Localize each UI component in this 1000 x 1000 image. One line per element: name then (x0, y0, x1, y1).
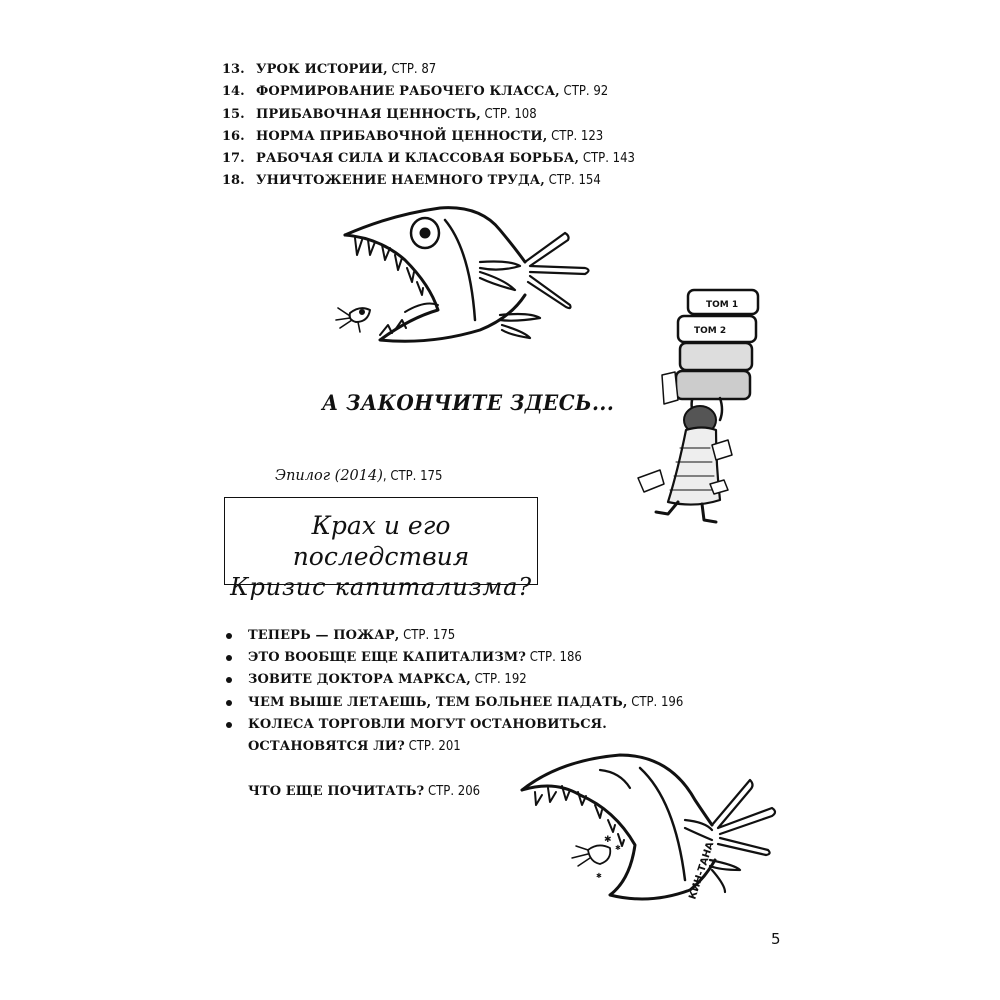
toc-item[interactable]: 13. УРОК ИСТОРИИ, СТР. 87 (222, 62, 437, 77)
toc-item[interactable]: 17. РАБОЧАЯ СИЛА И КЛАССОВАЯ БОРЬБА, СТР. 143 (222, 151, 635, 167)
bullet-icon (226, 700, 232, 706)
svg-text:✱: ✱ (604, 835, 612, 845)
book-label: ТОМ 1 (706, 300, 739, 310)
bullet-icon (226, 633, 232, 639)
page-number: 5 (771, 930, 781, 948)
toc-item[interactable]: 16. НОРМА ПРИБАВОЧНОЙ ЦЕННОСТИ, СТР. 123 (222, 128, 604, 144)
bullet-icon (226, 722, 232, 728)
man-carrying-books-illustration (620, 280, 780, 530)
table-of-contents (222, 58, 635, 192)
bullet-icon (226, 677, 232, 683)
epilog-title-box (224, 497, 538, 601)
book-label: ТОМ 2 (694, 326, 727, 336)
bullet-icon (226, 655, 232, 661)
small-fish-icon (336, 308, 370, 332)
section-headline: А ЗАКОНЧИТЕ ЗДЕСЬ... (322, 390, 615, 415)
crescent-fish-illustration (500, 750, 800, 930)
list-item[interactable]: ТЕПЕРЬ — ПОЖАР, СТР. 175 (226, 625, 683, 647)
toc-item[interactable]: 18. УНИЧТОЖЕНИЕ НАЕМНОГО ТРУДА, СТР. 154 (222, 173, 601, 189)
bird-icon (572, 835, 621, 880)
toc-item[interactable]: 15. ПРИБАВОЧНАЯ ЦЕННОСТЬ, СТР. 108 (222, 106, 537, 122)
big-fish-illustration (330, 200, 600, 350)
list-item[interactable]: ЭТО ВООБЩЕ ЕЩЕ КАПИТАЛИЗМ? СТР. 186 (226, 647, 683, 669)
list-item[interactable]: ЧЕМ ВЫШЕ ЛЕТАЕШЬ, ТЕМ БОЛЬНЕЕ ПАДАТЬ, СТР. 196 (226, 692, 683, 714)
svg-text:✱: ✱ (615, 844, 621, 852)
artist-signature: КИН-ТАНА (687, 840, 717, 901)
further-reading-entry[interactable]: ЧТО ЕЩЕ ПОЧИТАТЬ? СТР. 206 (248, 784, 481, 799)
epilog-contents-list (226, 625, 683, 758)
list-item[interactable]: КОЛЕСА ТОРГОВЛИ МОГУТ ОСТАНОВИТЬСЯ. ОСТАНОВЯТСЯ ЛИ? СТР. 201 (226, 714, 683, 758)
toc-item[interactable]: 14. ФОРМИРОВАНИЕ РАБОЧЕГО КЛАССА, СТР. 92 (222, 84, 609, 100)
list-item[interactable]: ЗОВИТЕ ДОКТОРА МАРКСА, СТР. 192 (226, 669, 683, 691)
epilog-entry[interactable]: Эпилог (2014), СТР. 175 (275, 468, 443, 484)
epilog-title-line2: Кризис капитализма? (230, 573, 532, 601)
svg-text:✱: ✱ (596, 872, 602, 880)
epilog-title-line1: Крах и его последствия (292, 511, 470, 571)
